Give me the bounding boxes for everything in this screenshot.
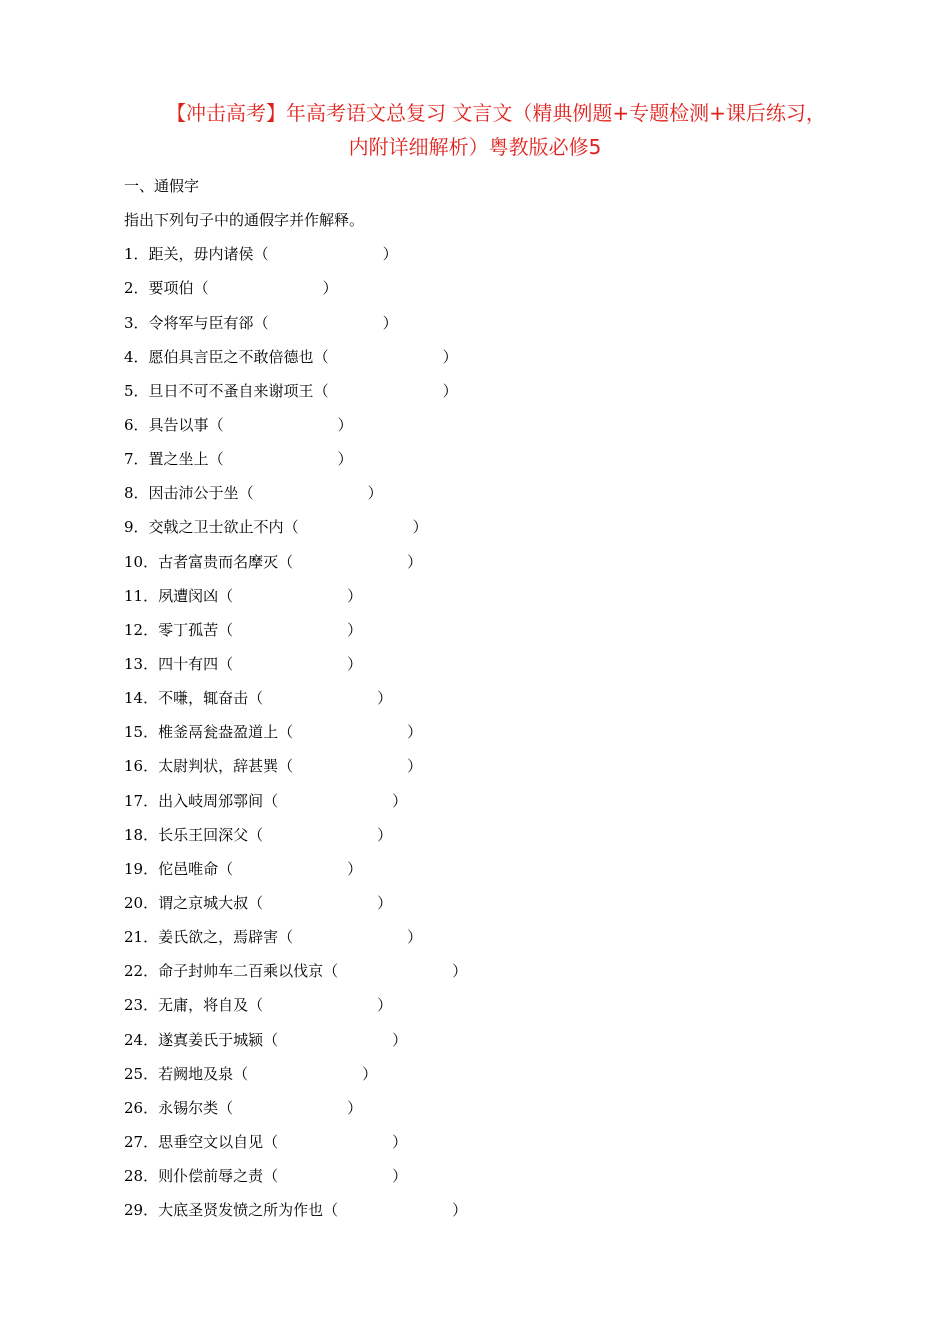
question-number: 3． (124, 313, 149, 332)
question-text: 则仆偿前辱之责 (158, 1167, 264, 1186)
question-item (124, 650, 884, 684)
question-number: 27． (124, 1132, 159, 1151)
question-text: 思垂空文以自见 (158, 1132, 264, 1151)
question-item (124, 479, 884, 513)
question-text: 旦日不可不蚤自来谢项王 (148, 381, 314, 400)
question-item (124, 411, 884, 445)
question-text: 永锡尔类 (158, 1098, 219, 1117)
exercise-content (124, 172, 884, 1230)
answer-paren-close: ） (392, 791, 408, 810)
question-number: 8． (124, 484, 149, 503)
answer-paren-close: ） (347, 620, 363, 639)
question-item (124, 821, 884, 855)
question-number: 18． (124, 825, 159, 844)
question-item (124, 309, 884, 343)
answer-paren-open: （ (263, 1030, 279, 1049)
question-text: 太尉判状，辞甚巽 (158, 757, 279, 776)
question-number: 9． (124, 518, 149, 537)
answer-paren-close: ） (362, 1064, 378, 1083)
question-text: 谓之京城大叔 (158, 893, 249, 912)
answer-paren-close: ） (347, 859, 363, 878)
question-item (124, 445, 884, 479)
title-line-1: 【冲击高考】年高考语文总复习 文言文（精典例题+专题检测+课后练习， (166, 101, 826, 125)
question-item (124, 1162, 884, 1196)
answer-paren-open: （ (278, 552, 294, 571)
question-number: 26． (124, 1098, 159, 1117)
question-item (124, 1094, 884, 1128)
question-item (124, 889, 884, 923)
question-item (124, 991, 884, 1025)
question-text: 古者富贵而名摩灭 (158, 552, 279, 571)
question-item (124, 582, 884, 616)
answer-paren-open: （ (248, 893, 264, 912)
answer-paren-close: ） (412, 518, 428, 537)
document-title (0, 96, 950, 164)
question-item (124, 752, 884, 786)
answer-paren-open: （ (253, 245, 269, 264)
answer-paren-open: （ (323, 962, 339, 981)
section-heading: 一、通假字 (124, 177, 200, 195)
question-item (124, 718, 884, 752)
question-text: 愿伯具言臣之不敢倍德也 (148, 347, 314, 366)
answer-paren-close: ） (377, 893, 393, 912)
answer-paren-open: （ (248, 825, 264, 844)
question-text: 命子封帅车二百乘以伐京 (158, 962, 324, 981)
question-text: 要项伯 (148, 279, 194, 298)
answer-paren-close: ） (337, 450, 353, 469)
answer-paren-close: ） (407, 757, 423, 776)
question-text: 姜氏欲之，焉辟害 (158, 928, 279, 947)
answer-paren-close: ） (377, 689, 393, 708)
question-number: 4． (124, 347, 149, 366)
answer-paren-close: ） (407, 552, 423, 571)
answer-paren-close: ） (392, 1167, 408, 1186)
question-text: 令将军与臣有郤 (148, 313, 254, 332)
question-text: 夙遭闵凶 (158, 586, 219, 605)
question-item (124, 855, 884, 889)
question-text: 无庸，将自及 (158, 996, 249, 1015)
answer-paren-open: （ (233, 1064, 249, 1083)
answer-paren-close: ） (442, 381, 458, 400)
answer-paren-open: （ (218, 654, 234, 673)
question-item (124, 684, 884, 718)
question-number: 2． (124, 279, 149, 298)
answer-paren-open: （ (263, 1167, 279, 1186)
question-number: 13． (124, 654, 159, 673)
question-item (124, 1196, 884, 1230)
question-number: 12． (124, 620, 159, 639)
question-text: 若阙地及泉 (158, 1064, 234, 1083)
question-item (124, 923, 884, 957)
question-item (124, 1128, 884, 1162)
question-number: 1． (124, 245, 149, 264)
question-list (124, 240, 884, 1230)
question-number: 10． (124, 552, 159, 571)
answer-paren-open: （ (313, 347, 329, 366)
answer-paren-open: （ (218, 586, 234, 605)
answer-paren-open: （ (193, 279, 209, 298)
question-number: 14． (124, 689, 159, 708)
question-number: 29． (124, 1201, 159, 1220)
answer-paren-open: （ (278, 723, 294, 742)
title-line-2: 内附详细解析）粤教版必修5 (348, 135, 602, 159)
answer-paren-close: ） (367, 484, 383, 503)
answer-paren-close: ） (377, 996, 393, 1015)
answer-paren-close: ） (382, 245, 398, 264)
question-number: 7． (124, 450, 149, 469)
question-text: 大底圣贤发愤之所为作也 (158, 1201, 324, 1220)
question-text: 交戟之卫士欲止不内 (148, 518, 284, 537)
question-number: 5． (124, 381, 149, 400)
answer-paren-close: ） (322, 279, 338, 298)
question-text: 长乐王回深父 (158, 825, 249, 844)
question-number: 16． (124, 757, 159, 776)
instruction-text: 指出下列句子中的通假字并作解释。 (124, 211, 365, 230)
answer-paren-open: （ (218, 1098, 234, 1117)
question-number: 19． (124, 859, 159, 878)
question-text: 出入岐周邠鄠间 (158, 791, 264, 810)
question-text: 距关，毋内诸侯 (148, 245, 254, 264)
question-number: 20． (124, 893, 159, 912)
question-number: 21． (124, 928, 159, 947)
question-number: 15． (124, 723, 159, 742)
question-number: 28． (124, 1167, 159, 1186)
question-number: 23． (124, 996, 159, 1015)
question-item (124, 548, 884, 582)
question-text: 因击沛公于坐 (148, 484, 239, 503)
answer-paren-open: （ (208, 415, 224, 434)
question-item (124, 616, 884, 650)
question-item (124, 240, 884, 274)
answer-paren-close: ） (347, 586, 363, 605)
answer-paren-close: ） (347, 1098, 363, 1117)
question-number: 6． (124, 415, 149, 434)
question-text: 具告以事 (148, 415, 209, 434)
question-item (124, 513, 884, 547)
question-item (124, 377, 884, 411)
answer-paren-open: （ (208, 450, 224, 469)
answer-paren-close: ） (442, 347, 458, 366)
question-item (124, 787, 884, 821)
answer-paren-close: ） (407, 928, 423, 947)
question-number: 24． (124, 1030, 159, 1049)
answer-paren-open: （ (278, 757, 294, 776)
answer-paren-open: （ (218, 859, 234, 878)
question-text: 四十有四 (158, 654, 219, 673)
answer-paren-close: ） (452, 962, 468, 981)
answer-paren-open: （ (238, 484, 254, 503)
answer-paren-open: （ (313, 381, 329, 400)
answer-paren-open: （ (248, 689, 264, 708)
question-number: 22． (124, 962, 159, 981)
answer-paren-open: （ (263, 791, 279, 810)
answer-paren-close: ） (407, 723, 423, 742)
answer-paren-open: （ (323, 1201, 339, 1220)
answer-paren-close: ） (382, 313, 398, 332)
answer-paren-open: （ (218, 620, 234, 639)
question-item (124, 1060, 884, 1094)
question-number: 11． (124, 586, 159, 605)
question-text: 不嗛，辄奋击 (158, 689, 249, 708)
question-text: 零丁孤苦 (158, 620, 219, 639)
question-text: 置之坐上 (148, 450, 209, 469)
question-text: 佗邑唯命 (158, 859, 219, 878)
answer-paren-close: ） (337, 415, 353, 434)
question-item (124, 1026, 884, 1060)
question-text: 椎釜鬲瓮盎盈道上 (158, 723, 279, 742)
answer-paren-close: ） (392, 1030, 408, 1049)
question-item (124, 274, 884, 308)
question-item (124, 957, 884, 991)
answer-paren-open: （ (253, 313, 269, 332)
answer-paren-open: （ (248, 996, 264, 1015)
answer-paren-open: （ (278, 928, 294, 947)
question-number: 17． (124, 791, 159, 810)
answer-paren-open: （ (263, 1132, 279, 1151)
question-text: 遂寘姜氏于城颍 (158, 1030, 264, 1049)
answer-paren-close: ） (347, 654, 363, 673)
answer-paren-open: （ (283, 518, 299, 537)
answer-paren-close: ） (392, 1132, 408, 1151)
question-number: 25． (124, 1064, 159, 1083)
question-item (124, 343, 884, 377)
answer-paren-close: ） (377, 825, 393, 844)
answer-paren-close: ） (452, 1201, 468, 1220)
